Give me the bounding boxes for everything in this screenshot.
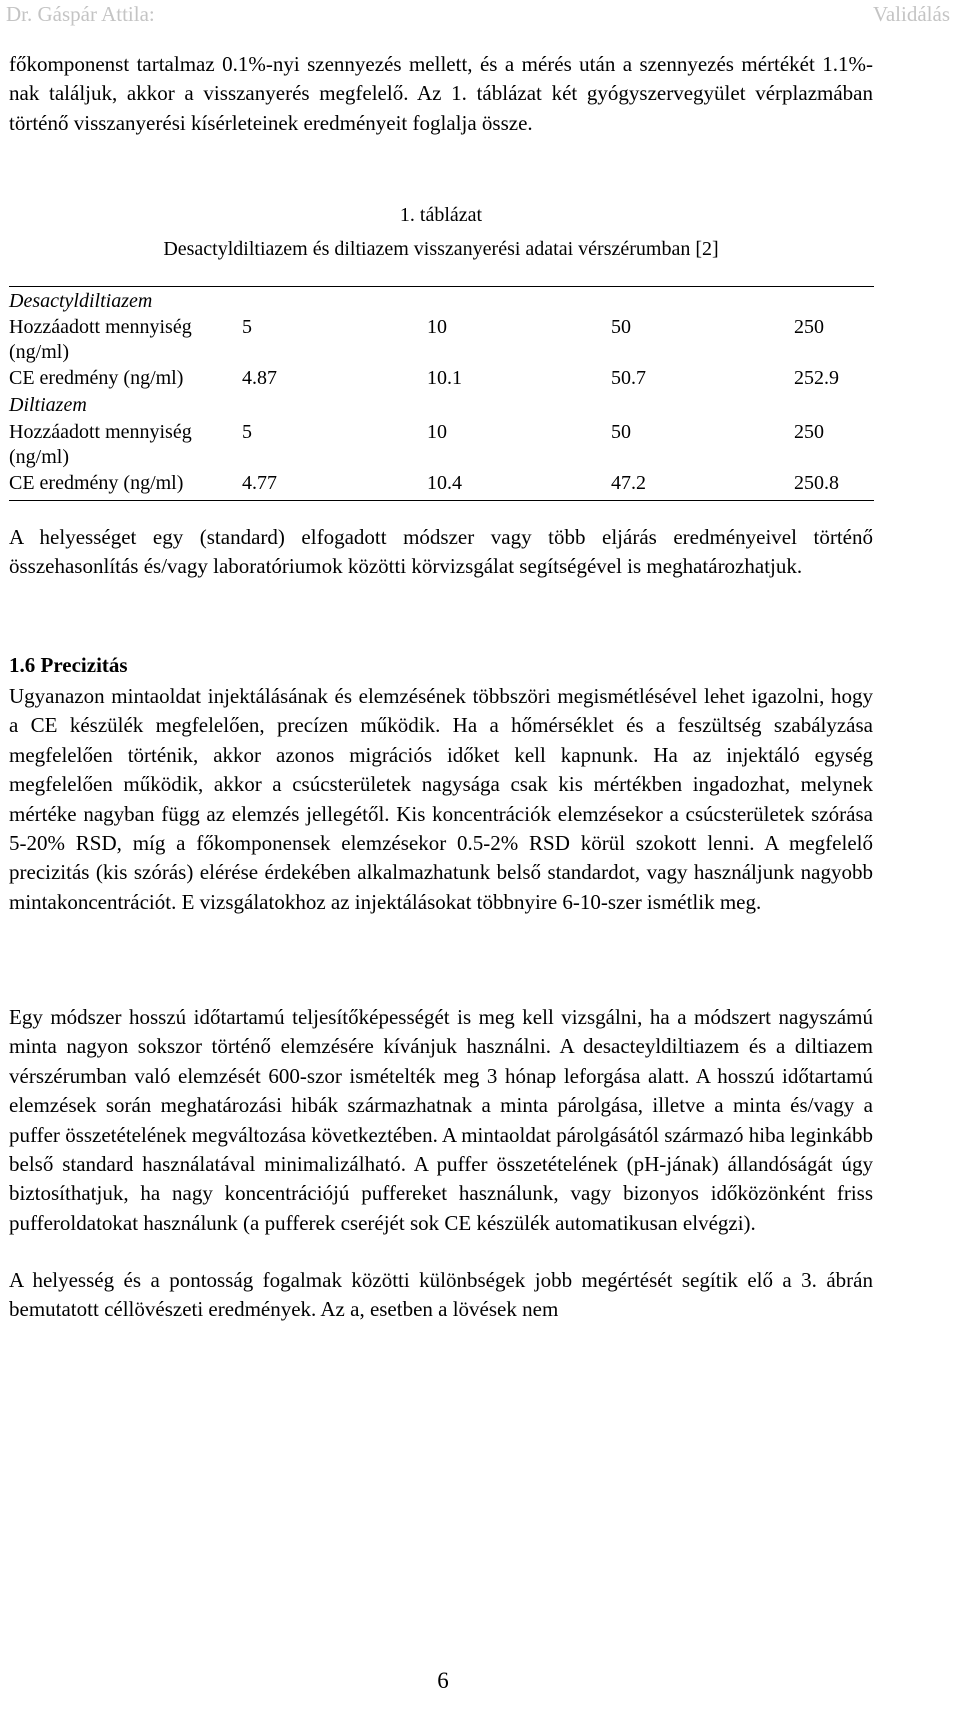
precision-paragraph-1: Ugyanazon mintaoldat injektálásának és elemzésének többszöri megismétlésével lehet igazolni, hogy a CE készülék megfelelően, precízen működik. Ha a hőmérséklet és a feszültség szabályzása megfelelően történik, akkor azonos migrációs időket kell kapnunk. Ha az injektáló egység megfelelően működik, akkor a csúcsterületek nagysága csak kis mértékben ingadozhat, melynek mértéke nagyban függ az elemzés jellegétől. Kis koncentrációk elemzésekor a csúcsterületek szórása 5-20% RSD, míg a főkomponensek elemzésekor 0.5-2% RSD körül szokott lenni. A megfelelő precizitás (kis szórás) elérése érdekében alkalmazhatunk belső standardot, vagy használjunk nagyobb mintakoncentrációt. E vizsgálatokhoz az injektálásokat többnyire 6-10-szer ismétlik meg.: [9, 684, 873, 914]
section-heading: 1.6 Precizitás: [9, 653, 128, 677]
precision-paragraph-3: A helyesség és a pontosság fogalmak közötti különbségek jobb megértését segítik elő a 3. ábrán bemutatott céllövészeti eredmények. Az a, esetben a lövések nem: [9, 1268, 873, 1322]
row-label: CE eredmény (ng/ml): [9, 367, 184, 389]
table-cell: 10.1: [427, 367, 462, 389]
table-cell: 5: [242, 316, 252, 338]
table-bottom-rule: [9, 500, 874, 501]
table-cell: 5: [242, 421, 252, 443]
row-label: Hozzáadott mennyiség: [9, 316, 192, 338]
table-cell: 250: [794, 421, 824, 443]
header-author: Dr. Gáspár Attila:: [6, 2, 155, 26]
intro-paragraph: főkomponenst tartalmaz 0.1%-nyi szennyezés mellett, és a mérés után a szennyezés mértékét 1.1%-nak találjuk, akkor a visszanyerés megfelelő. Az 1. táblázat két gyógyszervegyület vérplazmában történő visszanyerési kísérleteinek eredményeit foglalja össze.: [9, 52, 873, 135]
table-cell: 250.8: [794, 472, 839, 494]
table-number: 1. táblázat: [399, 204, 483, 226]
group-name: Desactyldiltiazem: [9, 290, 153, 312]
page-number: 6: [437, 1668, 449, 1693]
group-name: Diltiazem: [9, 394, 87, 416]
table-cell: 47.2: [611, 472, 646, 494]
row-label-unit: (ng/ml): [9, 341, 69, 363]
table-cell: 10: [427, 316, 447, 338]
table-caption: Desactyldiltiazem és diltiazem visszanyerési adatai vérszérumban [2]: [163, 238, 719, 260]
header-section: Validálás: [873, 2, 950, 26]
row-label-unit: (ng/ml): [9, 446, 69, 468]
running-header: [0, 0, 960, 36]
table-cell: 50: [611, 316, 631, 338]
precision-paragraph-2: Egy módszer hosszú időtartamú teljesítőképességét is meg kell vizsgálni, ha a módszert nagyszámú minta nagyon sokszor történő elemzésére kívánjuk használni. A desacteyldiltiazem és a diltiazem vérszérumban való elemzését 600-szor ismételték meg 3 hónap leforgása alatt. A hosszú időtartamú elemzések során meghatározási hibák származhatnak a minta párolgása, illetve a minta és/vagy a puffer összetételének megváltozása következtében. A mintaoldat párolgásától származó hiba leginkább belső standard használatával minimalizálható. A puffer összetételének (pH-jának) állandóságát úgy biztosíthatjuk, ha nagy koncentrációjú puffereket használunk, vagy bizonyos időközönként friss pufferoldatokat használunk (a pufferek cseréjét sok CE készülék automatikusan elvégzi).: [9, 1005, 873, 1235]
table-cell: 50: [611, 421, 631, 443]
table-top-rule: [9, 286, 874, 287]
table-cell: 252.9: [794, 367, 839, 389]
table-cell: 50.7: [611, 367, 646, 389]
row-label: Hozzáadott mennyiség: [9, 421, 192, 443]
table-cell: 10: [427, 421, 447, 443]
table-cell: 10.4: [427, 472, 462, 494]
table-cell: 4.77: [242, 472, 277, 494]
row-label: CE eredmény (ng/ml): [9, 472, 184, 494]
table-cell: 250: [794, 316, 824, 338]
table-cell: 4.87: [242, 367, 277, 389]
accuracy-paragraph: A helyességet egy (standard) elfogadott módszer vagy több eljárás eredményeivel történő összehasonlítás és/vagy laboratóriumok közötti körvizsgálat segítségével is meghatározhatjuk.: [9, 525, 873, 579]
